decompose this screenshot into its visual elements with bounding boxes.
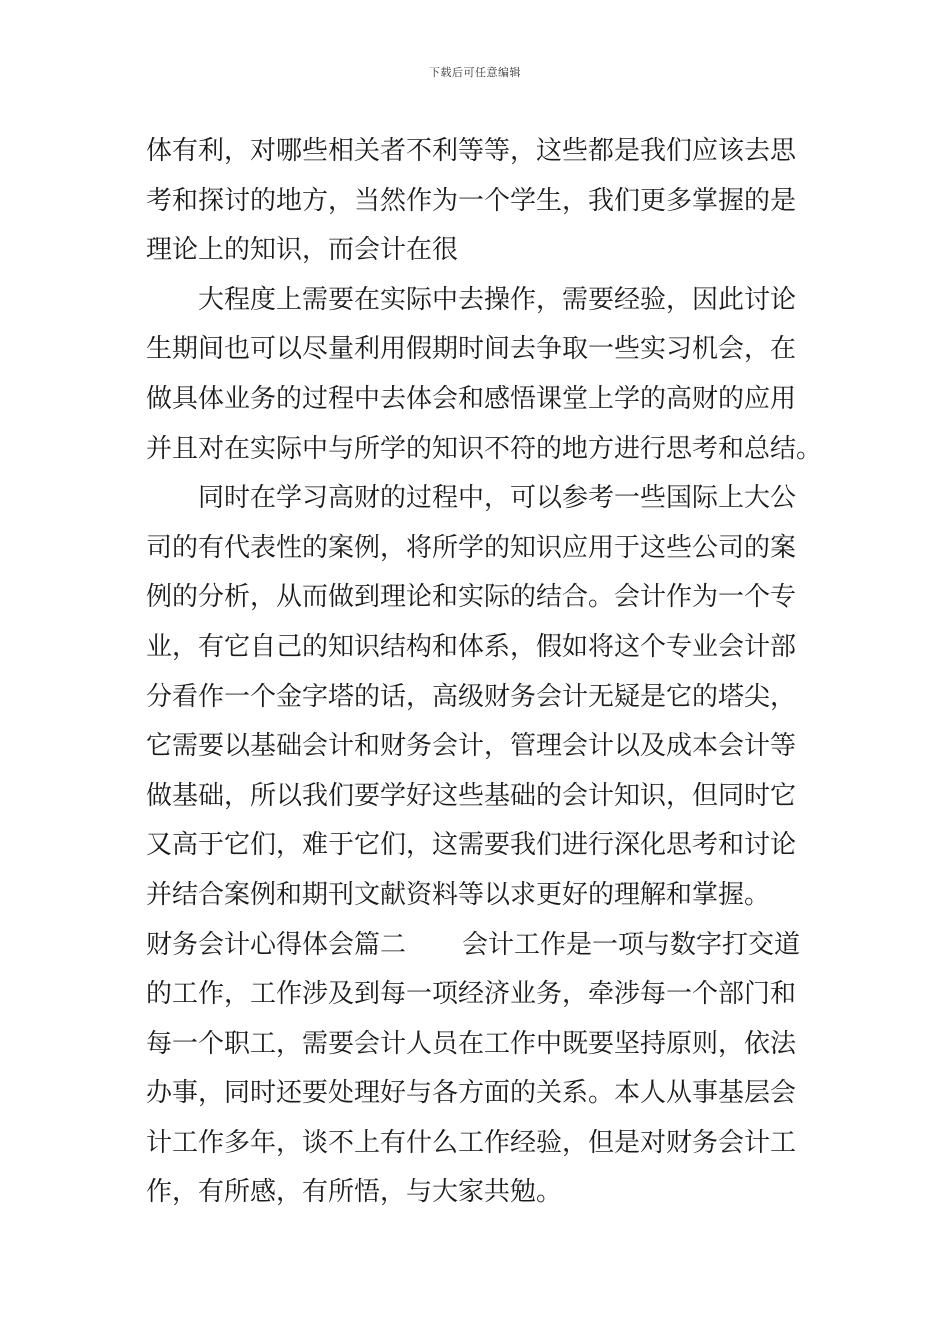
text-line: 生期间也可以尽量利用假期时间去争取一些实习机会，在 bbox=[146, 334, 797, 365]
text-line: 办事，同时还要处理好与各方面的关系。本人从事基层会 bbox=[146, 1078, 797, 1109]
text-line: 计工作多年，谈不上有什么工作经验，但是对财务会计工 bbox=[146, 1127, 797, 1158]
text-line: 业，有它自己的知识结构和体系，假如将这个专业会计部 bbox=[146, 631, 797, 662]
section-title: 财务会计心得体会篇二 bbox=[146, 929, 407, 960]
section-title-line bbox=[146, 921, 806, 971]
paragraph bbox=[146, 474, 806, 920]
text-line: 考和探讨的地方，当然作为一个学生，我们更多掌握的是 bbox=[146, 185, 797, 216]
document-body bbox=[146, 127, 823, 1218]
text-line: 又高于它们，难于它们，这需要我们进行深化思考和讨论 bbox=[146, 830, 797, 861]
text-line: 司的有代表性的案例，将所学的知识应用于这些公司的案 bbox=[146, 532, 797, 563]
text-run: 会计工作是一项与数字打交道 bbox=[462, 929, 801, 960]
text-line: 每一个职工，需要会计人员在工作中既要坚持原则，依法 bbox=[146, 1028, 797, 1059]
text-line: 作，有所感，有所悟，与大家共勉。 bbox=[146, 1177, 563, 1208]
text-line: 大程度上需要在实际中去操作，需要经验，因此讨论 bbox=[198, 284, 797, 315]
text-line: 做具体业务的过程中去体会和感悟课堂上学的高财的应用 bbox=[146, 383, 797, 414]
paragraph bbox=[146, 127, 806, 276]
text-line: 做基础，所以我们要学好这些基础的会计知识，但同时它 bbox=[146, 780, 797, 811]
text-line: 并且对在实际中与所学的知识不符的地方进行思考和总结。 bbox=[146, 433, 823, 464]
text-line: 的工作，工作涉及到每一项经济业务，牵涉每一个部门和 bbox=[146, 979, 797, 1010]
paragraph bbox=[146, 276, 823, 474]
text-line: 例的分析，从而做到理论和实际的结合。会计作为一个专 bbox=[146, 582, 797, 613]
text-line: 它需要以基础会计和财务会计，管理会计以及成本会计等 bbox=[146, 731, 797, 762]
text-line: 分看作一个金字塔的话，高级财务会计无疑是它的塔尖， bbox=[146, 681, 797, 712]
text-line: 并结合案例和期刊文献资料等以求更好的理解和掌握。 bbox=[146, 879, 771, 910]
text-line: 同时在学习高财的过程中，可以参考一些国际上大公 bbox=[198, 483, 797, 514]
paragraph bbox=[146, 921, 806, 1219]
page-header: 下载后可任意编辑 bbox=[429, 66, 521, 79]
text-line: 体有利，对哪些相关者不利等等，这些都是我们应该去思 bbox=[146, 136, 797, 166]
text-line: 理论上的知识，而会计在很 bbox=[146, 235, 459, 266]
